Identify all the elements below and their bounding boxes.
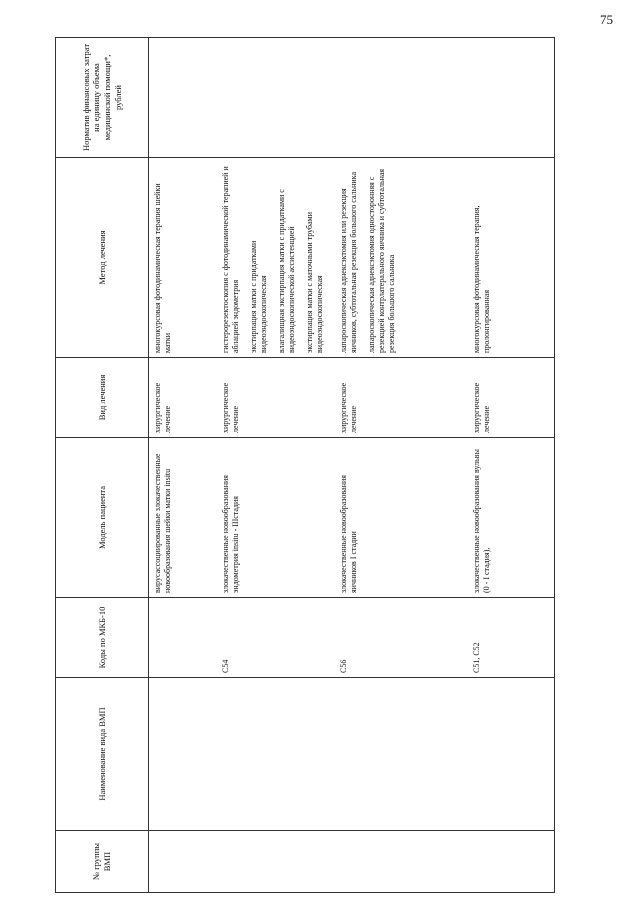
cell-norm — [149, 38, 218, 158]
method-item: многокурсовая фотодинамическая терапия шейки матки — [153, 183, 172, 353]
cell-name — [149, 678, 218, 831]
table-header-row — [56, 38, 149, 893]
header-treatment-method: Метод лечения — [56, 158, 149, 358]
cell-methods — [149, 158, 218, 358]
cell-model: злокачественные новообразования вульвы (0 - I стадия), — [468, 438, 555, 598]
method-item: экстирпация матки с придатками видеоэндоскопическая — [249, 240, 268, 353]
header-icd-codes: Коды по МКБ-10 — [56, 598, 149, 678]
method-item: лапароскопическая аднексэктомия или резекция яичников, субтотальная резекция большого сальника — [339, 172, 358, 353]
rotated-table-container — [55, 38, 580, 893]
cell-norm — [468, 38, 555, 158]
cell-norm — [217, 38, 335, 158]
cell-codes: С54 — [217, 598, 335, 678]
cell-codes: С51, С52 — [468, 598, 555, 678]
page-number: 75 — [600, 12, 613, 27]
method-item: многокурсовая фотодинамическая терапия, пролонгированная — [472, 205, 491, 353]
cell-methods — [217, 158, 335, 358]
vmp-table — [55, 37, 555, 893]
cell-methods — [335, 158, 468, 358]
method-item: экстирпация матки с маточными трубами видеоэндоскопическая — [305, 212, 324, 353]
table-row — [468, 38, 555, 893]
cell-model: злокачественные новообразования яичников I стадии — [335, 438, 468, 598]
header-vmp-name: Наименование вида ВМП — [56, 678, 149, 831]
cell-name — [335, 678, 468, 831]
cell-group — [468, 831, 555, 893]
cell-codes — [149, 598, 218, 678]
table-row — [149, 38, 218, 893]
header-group-number: № группы ВМП — [56, 831, 149, 893]
header-treatment-type: Вид лечения — [56, 358, 149, 438]
cell-group — [335, 831, 468, 893]
method-item: лапароскопическая аднексэктомия односторонняя с резекцией контрлатерального яичника и субтотальная резекция большого сальника — [367, 168, 396, 353]
cell-treatment: хирургическое лечение — [335, 358, 468, 438]
cell-model: злокачественные новообразования эндометрия insitu - IIIстадия — [217, 438, 335, 598]
cell-name — [217, 678, 335, 831]
cell-treatment: хирургическое лечение — [468, 358, 555, 438]
cell-norm — [335, 38, 468, 158]
header-patient-model: Модель пациента — [56, 438, 149, 598]
cell-group — [217, 831, 335, 893]
cell-methods — [468, 158, 555, 358]
cell-name — [468, 678, 555, 831]
method-item: влагалищная экстирпация матки с придатками с видеоэндоскопической ассистенцией — [277, 189, 296, 353]
method-item: гистерорезектоскопия с фотодинамической терапией и аблацией эндометрия — [221, 166, 240, 353]
cell-codes: С56 — [335, 598, 468, 678]
cell-model: вирусассоциированные злокачественные новообразования шейки матки insitu — [149, 438, 218, 598]
table-row — [335, 38, 468, 893]
header-cost-norm: Норматив финансовых затрат на единицу объема медицинской помощи*, рублей — [56, 38, 149, 158]
table-row — [217, 38, 335, 893]
cell-treatment: хирургическое лечение — [149, 358, 218, 438]
cell-treatment: хирургическое лечение — [217, 358, 335, 438]
cell-group — [149, 831, 218, 893]
